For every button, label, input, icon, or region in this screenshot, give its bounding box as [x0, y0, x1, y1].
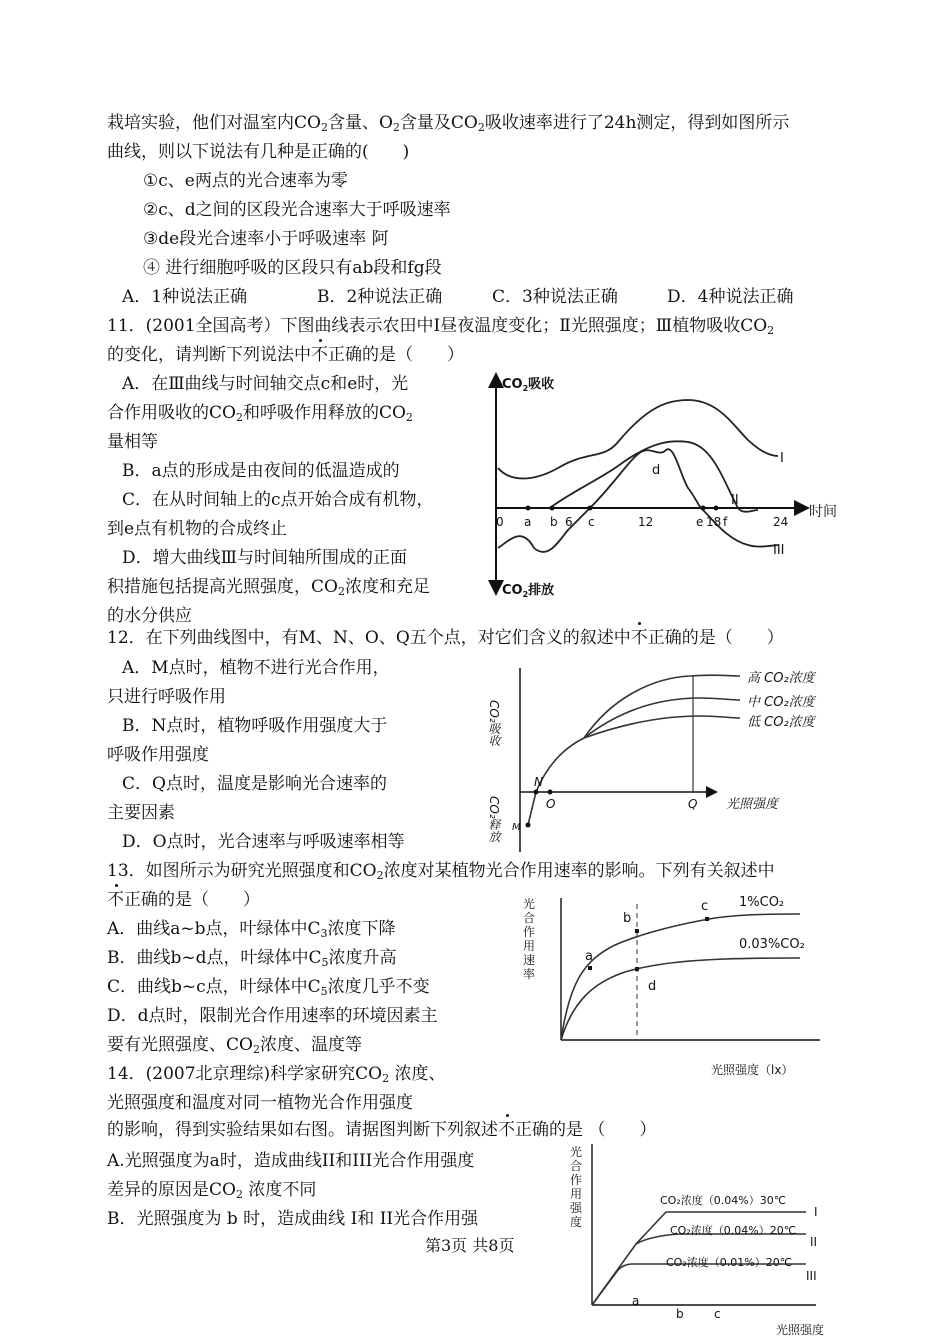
q12-label-low: 低 CO₂浓度: [747, 715, 815, 730]
q10-option-b: B．2种说法正确: [317, 287, 443, 307]
q12-curve-low: [584, 716, 740, 738]
q14-tick-a: a: [632, 1294, 640, 1308]
q11-curve-i-label: I: [780, 451, 784, 466]
q14-series-3-label: CO₂浓度（0.01%）20℃: [666, 1256, 793, 1269]
q11-option-d-2: 积措施包括提高光照强度，$CO_2$浓度和充足: [107, 577, 430, 598]
q11-tick-24: 24: [773, 515, 789, 529]
q11-curve-ii-label: II: [731, 493, 739, 508]
q11-tick-0: 0: [496, 515, 504, 529]
q14-temperature-co2-chart: [566, 1140, 846, 1338]
q11-tick-b: b: [550, 515, 558, 529]
q14-y-label-2: 作: [570, 1173, 583, 1187]
q11-option-c-1: C．在从时间轴上的c点开始合成有机物，: [122, 490, 434, 510]
q13-point-a: [588, 966, 592, 970]
q12-option-c-1: C．Q点时，温度是影响光合速率的: [122, 774, 387, 794]
q14-y-label-3: 用: [570, 1187, 583, 1201]
q10-statement-1: ①c、e两点的光合速率为零: [143, 171, 348, 191]
q11-option-a-1: A．在Ⅲ曲线与时间轴交点c和e时，光: [122, 374, 409, 394]
q12-label-high: 高 CO₂浓度: [747, 671, 815, 686]
q12-line-1: 12．在下列曲线图中，有M、N、O、Q五个点，对它们含义的叙述中不正确的是（ ）: [107, 628, 784, 648]
q12-label-n: N: [534, 775, 543, 789]
q11-point-d-label: d: [652, 463, 661, 478]
q11-x-label: 时间: [809, 504, 837, 520]
q11-curve-i: [498, 400, 778, 479]
q12-option-a-2: 只进行呼吸作用: [107, 687, 226, 707]
q11-option-a-3: 量相等: [107, 432, 158, 452]
q12-label-q: Q: [688, 797, 698, 811]
q12-y-top-label: CO₂吸收: [487, 700, 501, 747]
q12-light-co2-chart: [487, 660, 840, 860]
q13-curve-1pct: [561, 914, 800, 1040]
q11-tick-a: a: [524, 515, 532, 529]
q13-series-1-label: 1%CO₂: [739, 895, 785, 910]
q11-point-f: [714, 506, 719, 511]
q13-y-label-5: 率: [523, 967, 536, 981]
q11-line-2: 的变化，请判断下列说法中不正确的是（ ）: [107, 345, 464, 365]
q12-point-m: [526, 823, 531, 828]
q14-curve-i-label: I: [814, 1205, 818, 1219]
q12-point-o: [548, 790, 553, 795]
q12-curve-high: [584, 675, 740, 738]
page-footer: 第3页 共8页: [425, 1236, 515, 1255]
q13-point-d: [635, 967, 639, 971]
q13-y-label-3: 用: [523, 939, 536, 953]
q11-curve-iii-label: III: [773, 543, 785, 558]
q13-line-2: 不正确的是（ ）: [107, 890, 260, 910]
q14-line-3: 的影响，得到实验结果如右图。请据图判断下列叙述不正确的是 （ ）: [107, 1120, 657, 1140]
q11-point-e: [701, 506, 706, 511]
q11-option-d-3: 的水分供应: [107, 606, 192, 626]
q10-line-1: 栽培实验，他们对温室内$CO_2$含量、$O_2$含量及$CO_2$吸收速率进行了24h测定，得到如图所示: [107, 113, 790, 134]
q10-statement-2: ②c、d之间的区段光合速率大于呼吸速率: [143, 200, 451, 220]
q14-tick-c: c: [714, 1307, 721, 1321]
q12-label-o: O: [546, 797, 556, 811]
q13-y-label-1: 合: [523, 911, 536, 925]
q11-tick-e: e: [696, 515, 704, 529]
q13-label-c: c: [701, 899, 709, 914]
q11-day-night-chart: [488, 370, 848, 600]
q13-label-d: d: [648, 979, 657, 994]
q13-series-2-label: 0.03%CO₂: [739, 937, 805, 952]
q11-tick-18: 18: [706, 515, 722, 529]
q13-x-label: 光照强度（lx）: [711, 1063, 794, 1077]
q13-point-c: [705, 917, 709, 921]
q14-x-label: 光照强度: [776, 1323, 825, 1337]
q13-label-b: b: [623, 911, 632, 926]
q14-tick-b: b: [676, 1307, 684, 1321]
q14-curve-ii-label: II: [810, 1235, 818, 1249]
q12-option-a-1: A．M点时，植物不进行光合作用，: [122, 658, 390, 678]
q11-point-c: [588, 506, 593, 511]
q10-option-d: D．4种说法正确: [667, 287, 794, 307]
q13-option-d-1: D．d点时，限制光合作用速率的环境因素主: [107, 1006, 438, 1026]
q14-y-label-1: 合: [570, 1159, 583, 1173]
q11-option-a-2: 合作用吸收的$CO_2$和呼吸作用释放的$CO_2$: [107, 403, 413, 424]
q11-tick-12: 12: [638, 515, 654, 529]
q13-label-a: a: [585, 949, 593, 964]
q12-option-b-1: B．N点时，植物呼吸作用强度大于: [122, 716, 388, 736]
q14-option-b-1: B．光照强度为 b 时，造成曲线 I和 II光合作用强: [107, 1209, 479, 1229]
q13-photosynthesis-chart: [515, 890, 835, 1085]
q13-y-label-4: 速: [523, 953, 536, 967]
q14-curve-iii-label: III: [806, 1269, 817, 1283]
q14-option-a-1: A.光照强度为a时，造成曲线II和III光合作用强度: [107, 1151, 475, 1171]
q13-option-b: B．曲线b~d点，叶绿体中$C_5$浓度升高: [107, 948, 397, 969]
q10-option-c: C．3种说法正确: [492, 287, 618, 307]
q14-y-label-5: 度: [570, 1215, 583, 1229]
q13-option-d-2: 要有光照强度、$CO_2$浓度、温度等: [107, 1035, 362, 1056]
q10-line-2: 曲线，则以下说法有几种是正确的( ): [107, 142, 410, 162]
q12-label-mid: 中 CO₂浓度: [747, 695, 815, 710]
q11-option-d-1: D．增大曲线Ⅲ与时间轴所围成的正面: [122, 548, 408, 568]
q11-tick-6: 6: [565, 515, 573, 529]
q14-y-label-0: 光: [570, 1145, 583, 1159]
q11-tick-c: c: [588, 515, 595, 529]
q14-series-1-label: CO₂浓度（0.04%）30℃: [660, 1194, 787, 1207]
q12-option-b-2: 呼吸作用强度: [107, 745, 209, 765]
q13-y-label-0: 光: [523, 897, 536, 911]
q11-y-bottom-label: $CO_2$排放: [502, 583, 555, 599]
q13-curve-003pct: [561, 958, 800, 1040]
q11-point-b: [550, 506, 555, 511]
q14-curve-iii: [592, 1264, 806, 1305]
q12-option-c-2: 主要因素: [107, 803, 175, 823]
q11-tick-f: f: [723, 515, 728, 529]
q14-line-1: 14．(2007北京理综)科学家研究$CO_2$ 浓度、: [107, 1064, 446, 1085]
q11-line-1: 11．(2001全国高考）下图曲线表示农田中Ⅰ昼夜温度变化；Ⅱ光照强度；Ⅲ植物吸收$CO_2$: [107, 316, 775, 337]
q13-line-1: 13．如图所示为研究光照强度和$CO_2$浓度对某植物光合作用速率的影响。下列有关叙述中: [107, 861, 775, 882]
q14-line-2: 光照强度和温度对同一植物光合作用强度: [107, 1093, 413, 1113]
q13-y-label-2: 作: [523, 925, 536, 939]
q12-label-m: M: [512, 822, 521, 833]
q12-y-bottom-label: CO₂释放: [487, 796, 501, 843]
q11-y-top-label: $CO_2$吸收: [502, 377, 555, 393]
q13-point-b: [635, 929, 639, 933]
q14-y-label-4: 强: [570, 1201, 583, 1215]
q13-option-c: C．曲线b~c点，叶绿体中$C_5$浓度几乎不变: [107, 977, 430, 998]
q10-statement-4: ④ 进行细胞呼吸的区段只有ab段和fg段: [143, 258, 442, 278]
q14-option-a-2: 差异的原因是$CO_2$ 浓度不同: [107, 1180, 317, 1201]
q12-option-d: D．O点时，光合速率与呼吸速率相等: [122, 832, 405, 852]
q14-series-2-label: CO₂浓度（0.04%）20℃: [670, 1224, 797, 1237]
q10-statement-3: ③de段光合速率小于呼吸速率 阿: [143, 229, 389, 249]
q12-point-n: [534, 790, 539, 795]
q11-option-c-2: 到e点有机物的合成终止: [107, 519, 288, 539]
q10-option-a: A．1种说法正确: [122, 287, 248, 307]
q11-point-a: [526, 506, 531, 511]
q11-option-b: B．a点的形成是由夜间的低温造成的: [122, 461, 400, 481]
q12-x-label: 光照强度: [726, 797, 779, 812]
q13-option-a: A．曲线a~b点，叶绿体中$C_3$浓度下降: [107, 919, 396, 940]
